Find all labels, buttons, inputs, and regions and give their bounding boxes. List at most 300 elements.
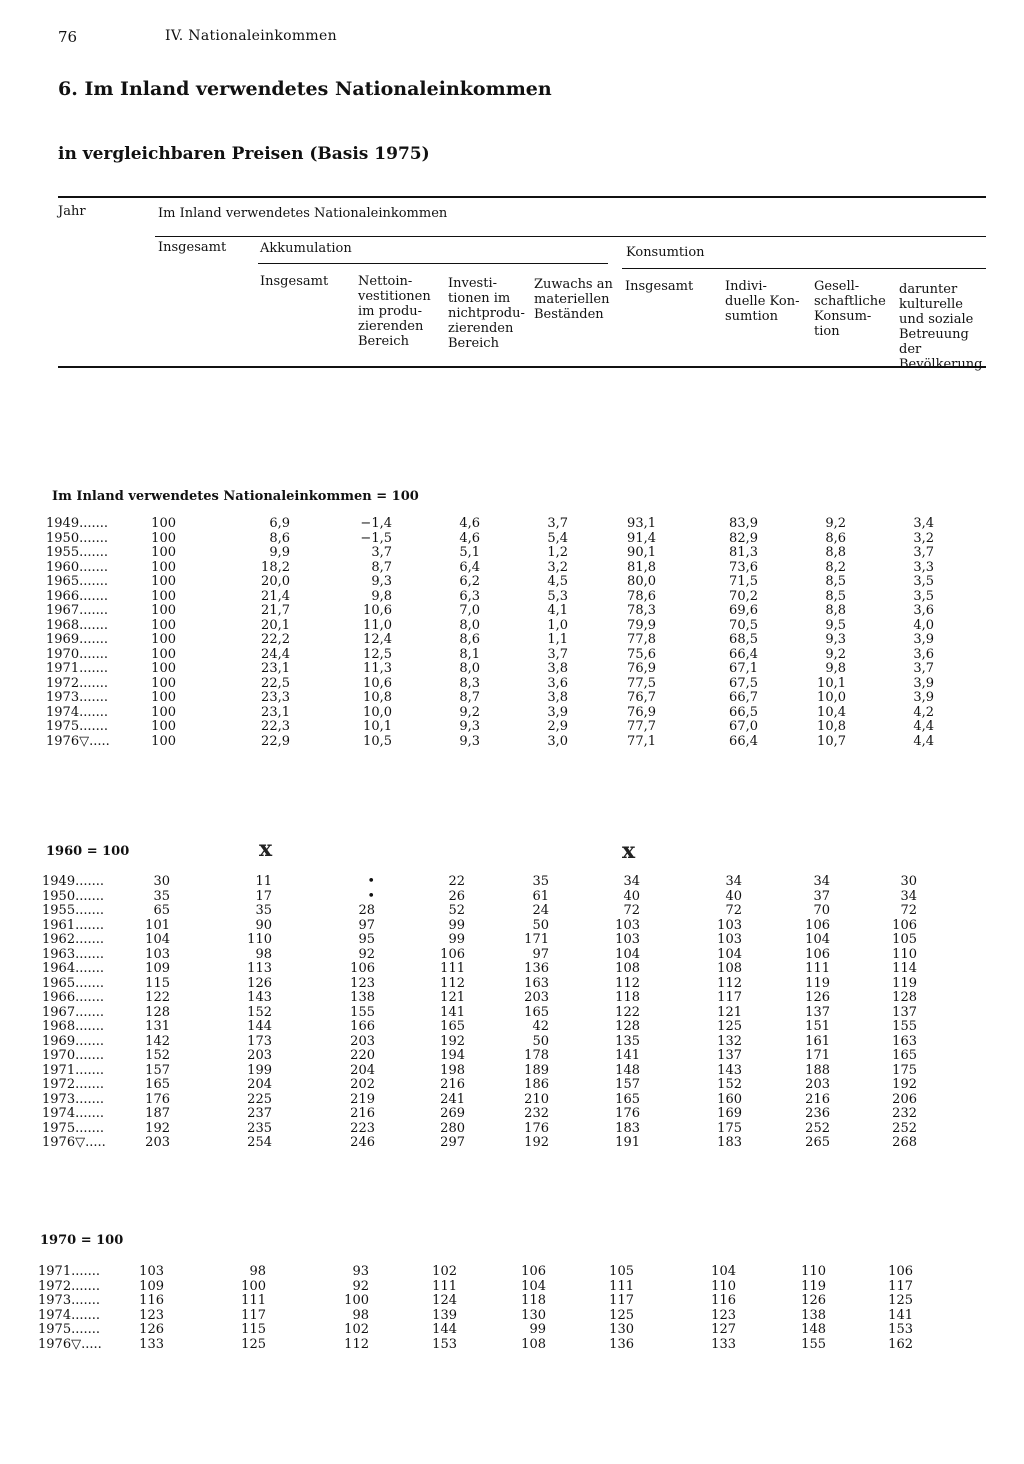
cell-gesellschaftliche: 110	[801, 1264, 826, 1279]
cell-zuwachs: 192	[524, 1135, 549, 1150]
cell-gesellschaftliche: 8,5	[825, 588, 846, 604]
table-row	[0, 719, 1024, 734]
cell-kulturelle: 3,3	[913, 559, 934, 575]
cell-year: 1967.......	[46, 603, 109, 618]
cell-kons-insgesamt: 79,9	[627, 617, 656, 633]
table-row	[0, 1279, 1024, 1294]
table-row	[0, 1019, 1024, 1034]
cell-individuelle: 104	[711, 1264, 736, 1279]
cell-investitionen: 111	[440, 961, 465, 976]
cell-individuelle: 82,9	[729, 530, 758, 546]
cell-zuwachs: 1,2	[547, 545, 568, 560]
table-row	[0, 932, 1024, 947]
cell-kons-insgesamt: 117	[609, 1293, 634, 1308]
cell-investitionen: 8,3	[459, 675, 480, 691]
table-row	[0, 918, 1024, 933]
cell-individuelle: 34	[725, 874, 742, 889]
cell-gesellschaftliche: 10,4	[817, 704, 846, 720]
cell-total: 133	[139, 1336, 164, 1352]
cell-zuwachs: 1,1	[547, 632, 568, 647]
cell-individuelle: 103	[717, 932, 742, 947]
cell-kons-insgesamt: 80,0	[627, 574, 656, 589]
cell-akk-insgesamt: 6,9	[269, 516, 290, 531]
cell-individuelle: 71,5	[729, 574, 758, 589]
cell-zuwachs: 232	[524, 1106, 549, 1121]
cell-individuelle: 175	[717, 1120, 742, 1136]
cell-kulturelle: 155	[892, 1019, 917, 1034]
cell-nettoinvestitionen: 203	[350, 1033, 375, 1049]
table-row	[0, 632, 1024, 647]
cell-akk-insgesamt: 35	[255, 903, 272, 918]
cell-year: 1971.......	[38, 1264, 101, 1279]
cell-akk-insgesamt: 17	[255, 888, 272, 904]
header-col-kulturelle: darunter kulturelle und soziale Betreuung der Bevölkerung	[899, 282, 983, 372]
cell-nettoinvestitionen: 204	[350, 1062, 375, 1078]
cell-akk-insgesamt: 23,1	[261, 704, 290, 720]
cell-individuelle: 70,5	[729, 617, 758, 633]
cell-total: 103	[145, 946, 170, 962]
cell-total: 128	[145, 1004, 170, 1020]
cell-kons-insgesamt: 76,7	[627, 690, 656, 705]
header-jahr: Jahr	[58, 204, 86, 219]
cell-kulturelle: 105	[892, 932, 917, 947]
header-rule-level1	[155, 236, 986, 237]
table-row	[0, 589, 1024, 604]
cell-gesellschaftliche: 9,2	[825, 516, 846, 531]
cell-investitionen: 8,7	[459, 690, 480, 705]
cell-individuelle: 123	[711, 1307, 736, 1323]
cell-individuelle: 108	[717, 961, 742, 976]
cell-akk-insgesamt: 113	[247, 961, 272, 976]
cell-investitionen: 121	[440, 990, 465, 1005]
cell-investitionen: 124	[432, 1293, 457, 1308]
cell-gesellschaftliche: 252	[805, 1120, 830, 1136]
table-row	[0, 690, 1024, 705]
cell-individuelle: 127	[711, 1322, 736, 1337]
cell-zuwachs: 3,0	[547, 733, 568, 749]
cell-nettoinvestitionen: 98	[352, 1307, 369, 1323]
cell-gesellschaftliche: 138	[801, 1307, 826, 1323]
cell-kulturelle: 165	[892, 1048, 917, 1063]
table-row	[0, 1308, 1024, 1323]
cell-kulturelle: 3,7	[913, 661, 934, 676]
cell-nettoinvestitionen: 100	[344, 1293, 369, 1308]
table-row	[0, 1092, 1024, 1107]
cell-gesellschaftliche: 8,8	[825, 603, 846, 618]
cell-total: 152	[145, 1048, 170, 1063]
cell-nettoinvestitionen: 10,6	[363, 675, 392, 691]
cell-kulturelle: 3,7	[913, 545, 934, 560]
section-label-1970: 1970 = 100	[40, 1233, 124, 1248]
table-row	[0, 1034, 1024, 1049]
cell-year: 1962.......	[42, 932, 105, 947]
cell-gesellschaftliche: 70	[813, 903, 830, 918]
cell-kulturelle: 110	[892, 946, 917, 962]
header-rule-konsumtion	[622, 268, 986, 269]
cell-nettoinvestitionen: 93	[352, 1264, 369, 1279]
cell-gesellschaftliche: 148	[801, 1322, 826, 1337]
cell-akk-insgesamt: 204	[247, 1077, 272, 1092]
cell-kulturelle: 72	[900, 903, 917, 918]
cell-investitionen: 111	[432, 1278, 457, 1294]
cell-akk-insgesamt: 22,9	[261, 733, 290, 749]
cell-year: 1955.......	[42, 903, 105, 918]
cell-investitionen: 139	[432, 1307, 457, 1323]
cell-nettoinvestitionen: 102	[344, 1322, 369, 1337]
header-col-zuwachs: Zuwachs an materiellen Beständen	[534, 277, 613, 322]
cell-investitionen: 192	[440, 1033, 465, 1049]
cell-gesellschaftliche: 188	[805, 1062, 830, 1078]
cell-gesellschaftliche: 104	[805, 932, 830, 947]
cell-zuwachs: 97	[532, 946, 549, 962]
cell-investitionen: 9,3	[459, 733, 480, 749]
table-row	[0, 947, 1024, 962]
table-row	[0, 516, 1024, 531]
cell-year: 1950.......	[42, 888, 105, 904]
cell-zuwachs: 4,5	[547, 574, 568, 589]
cell-gesellschaftliche: 119	[801, 1278, 826, 1294]
table-row	[0, 1264, 1024, 1279]
cell-year: 1969.......	[46, 632, 109, 647]
cell-total: 109	[139, 1278, 164, 1294]
cell-zuwachs: 2,9	[547, 719, 568, 734]
cell-gesellschaftliche: 34	[813, 874, 830, 889]
cell-gesellschaftliche: 216	[805, 1091, 830, 1107]
cell-total: 165	[145, 1077, 170, 1092]
cell-akk-insgesamt: 237	[247, 1106, 272, 1121]
cell-investitionen: 106	[440, 946, 465, 962]
cell-total: 100	[151, 617, 176, 633]
cell-nettoinvestitionen: 216	[350, 1106, 375, 1121]
cell-year: 1967.......	[42, 1004, 105, 1020]
cell-year: 1969.......	[42, 1033, 105, 1049]
cell-kulturelle: 34	[900, 888, 917, 904]
cell-kons-insgesamt: 165	[615, 1091, 640, 1107]
cell-total: 101	[145, 917, 170, 933]
cell-kulturelle: 153	[888, 1322, 913, 1337]
cell-nettoinvestitionen: 106	[350, 961, 375, 976]
cell-akk-insgesamt: 11	[255, 874, 272, 889]
cell-gesellschaftliche: 265	[805, 1135, 830, 1150]
cell-year: 1970.......	[42, 1048, 105, 1063]
table-row	[0, 618, 1024, 633]
cell-total: 100	[151, 690, 176, 705]
cell-year: 1972.......	[38, 1278, 101, 1294]
cell-year: 1949.......	[46, 516, 109, 531]
cell-nettoinvestitionen: 10,0	[363, 704, 392, 720]
table-row	[0, 1293, 1024, 1308]
cell-individuelle: 67,0	[729, 719, 758, 734]
cell-zuwachs: 3,2	[547, 559, 568, 575]
cell-akk-insgesamt: 23,3	[261, 690, 290, 705]
cell-akk-insgesamt: 8,6	[269, 530, 290, 546]
cell-nettoinvestitionen: 219	[350, 1091, 375, 1107]
cell-gesellschaftliche: 10,0	[817, 690, 846, 705]
table-title: 6. Im Inland verwendetes Nationaleinkommen	[58, 78, 552, 100]
cell-gesellschaftliche: 106	[805, 917, 830, 933]
cell-kulturelle: 119	[892, 975, 917, 991]
cell-investitionen: 7,0	[459, 603, 480, 618]
cell-individuelle: 116	[711, 1293, 736, 1308]
cell-nettoinvestitionen: 11,0	[363, 617, 392, 633]
table-row	[0, 1322, 1024, 1337]
cell-zuwachs: 210	[524, 1091, 549, 1107]
cell-year: 1965.......	[46, 574, 109, 589]
cell-gesellschaftliche: 8,2	[825, 559, 846, 575]
cell-zuwachs: 165	[524, 1004, 549, 1020]
table-row	[0, 961, 1024, 976]
cell-kons-insgesamt: 78,3	[627, 603, 656, 618]
header-col-kons-insgesamt: Insgesamt	[625, 279, 694, 294]
cell-zuwachs: 104	[521, 1278, 546, 1294]
cell-kulturelle: 106	[888, 1264, 913, 1279]
cell-individuelle: 160	[717, 1091, 742, 1107]
cell-gesellschaftliche: 155	[801, 1336, 826, 1352]
cell-kulturelle: 192	[892, 1077, 917, 1092]
cell-zuwachs: 178	[524, 1048, 549, 1063]
cell-nettoinvestitionen: •	[367, 874, 375, 889]
cell-total: 157	[145, 1062, 170, 1078]
page-number: 76	[58, 28, 78, 46]
cell-nettoinvestitionen: 10,1	[363, 719, 392, 734]
header-akkumulation: Akkumulation	[260, 241, 352, 256]
cell-nettoinvestitionen: •	[367, 888, 375, 904]
cell-gesellschaftliche: 9,2	[825, 646, 846, 662]
cell-kons-insgesamt: 76,9	[627, 704, 656, 720]
cell-kons-insgesamt: 130	[609, 1322, 634, 1337]
cell-individuelle: 132	[717, 1033, 742, 1049]
cell-investitionen: 6,4	[459, 559, 480, 575]
cell-akk-insgesamt: 9,9	[269, 545, 290, 560]
cell-kulturelle: 3,2	[913, 530, 934, 546]
cell-kulturelle: 163	[892, 1033, 917, 1049]
cell-zuwachs: 42	[532, 1019, 549, 1034]
cell-akk-insgesamt: 225	[247, 1091, 272, 1107]
cell-total: 100	[151, 719, 176, 734]
cell-gesellschaftliche: 236	[805, 1106, 830, 1121]
cell-individuelle: 72	[725, 903, 742, 918]
cell-investitionen: 6,3	[459, 588, 480, 604]
cell-investitionen: 102	[432, 1264, 457, 1279]
cell-kons-insgesamt: 40	[623, 888, 640, 904]
cell-year: 1960.......	[46, 559, 109, 575]
table-row	[0, 990, 1024, 1005]
cell-nettoinvestitionen: 112	[344, 1336, 369, 1352]
header-col-gesellschaftliche: Gesell- schaftliche Konsum- tion	[814, 279, 886, 339]
cell-investitionen: 153	[432, 1336, 457, 1352]
cell-akk-insgesamt: 22,2	[261, 632, 290, 647]
cell-gesellschaftliche: 9,3	[825, 632, 846, 647]
cell-year: 1966.......	[42, 990, 105, 1005]
cell-investitionen: 280	[440, 1120, 465, 1136]
cell-total: 103	[139, 1264, 164, 1279]
cell-kulturelle: 3,5	[913, 588, 934, 604]
cell-kulturelle: 4,0	[913, 617, 934, 633]
cell-total: 100	[151, 661, 176, 676]
table-row	[0, 603, 1024, 618]
cell-akk-insgesamt: 22,3	[261, 719, 290, 734]
cell-investitionen: 194	[440, 1048, 465, 1063]
cell-total: 100	[151, 603, 176, 618]
cell-gesellschaftliche: 203	[805, 1077, 830, 1092]
cell-investitionen: 297	[440, 1135, 465, 1150]
cell-total: 176	[145, 1091, 170, 1107]
cell-akk-insgesamt: 117	[241, 1307, 266, 1323]
cell-total: 100	[151, 530, 176, 546]
cell-akk-insgesamt: 21,4	[261, 588, 290, 604]
cell-investitionen: 6,2	[459, 574, 480, 589]
cell-year: 1971.......	[42, 1062, 105, 1078]
cell-investitionen: 141	[440, 1004, 465, 1020]
cell-kons-insgesamt: 77,7	[627, 719, 656, 734]
cell-zuwachs: 50	[532, 917, 549, 933]
cell-individuelle: 133	[711, 1336, 736, 1352]
cell-kons-insgesamt: 77,1	[627, 733, 656, 749]
cell-kons-insgesamt: 191	[615, 1135, 640, 1150]
cell-total: 100	[151, 675, 176, 691]
cell-year: 1975.......	[46, 719, 109, 734]
cell-year: 1970.......	[46, 646, 109, 662]
cell-kons-insgesamt: 136	[609, 1336, 634, 1352]
cell-year: 1973.......	[38, 1293, 101, 1308]
cell-year: 1974.......	[42, 1106, 105, 1121]
cell-kons-insgesamt: 176	[615, 1106, 640, 1121]
table-row	[0, 676, 1024, 691]
cell-total: 30	[153, 874, 170, 889]
cell-kons-insgesamt: 103	[615, 917, 640, 933]
cell-akk-insgesamt: 110	[247, 932, 272, 947]
table-row	[0, 1005, 1024, 1020]
cell-zuwachs: 5,3	[547, 588, 568, 604]
cell-akk-insgesamt: 23,1	[261, 661, 290, 676]
cell-total: 100	[151, 733, 176, 749]
cell-zuwachs: 24	[532, 903, 549, 918]
cell-kons-insgesamt: 72	[623, 903, 640, 918]
cell-total: 100	[151, 574, 176, 589]
section-label-share: Im Inland verwendetes Nationaleinkommen = 100	[52, 489, 419, 504]
cell-kulturelle: 117	[888, 1278, 913, 1294]
cell-investitionen: 241	[440, 1091, 465, 1107]
cell-akk-insgesamt: 125	[241, 1336, 266, 1352]
cell-investitionen: 8,0	[459, 617, 480, 633]
cell-akk-insgesamt: 143	[247, 990, 272, 1005]
cell-akk-insgesamt: 24,4	[261, 646, 290, 662]
cell-year: 1963.......	[42, 946, 105, 962]
cell-zuwachs: 189	[524, 1062, 549, 1078]
cross-mark-akkumulation: x	[259, 836, 273, 862]
cell-nettoinvestitionen: 10,8	[363, 690, 392, 705]
cell-zuwachs: 108	[521, 1336, 546, 1352]
cell-individuelle: 66,7	[729, 690, 758, 705]
cell-akk-insgesamt: 126	[247, 975, 272, 991]
cell-kons-insgesamt: 111	[609, 1278, 634, 1294]
cell-individuelle: 110	[711, 1278, 736, 1294]
cell-individuelle: 143	[717, 1062, 742, 1078]
cell-total: 192	[145, 1120, 170, 1136]
cell-total: 100	[151, 516, 176, 531]
cell-gesellschaftliche: 151	[805, 1019, 830, 1034]
cell-investitionen: 4,6	[459, 530, 480, 546]
cell-investitionen: 22	[448, 874, 465, 889]
cell-investitionen: 165	[440, 1019, 465, 1034]
cell-year: 1965.......	[42, 975, 105, 991]
cell-gesellschaftliche: 106	[805, 946, 830, 962]
cell-zuwachs: 4,1	[547, 603, 568, 618]
header-col-individuelle: Indivi- duelle Kon- sumtion	[725, 279, 800, 324]
cell-investitionen: 8,6	[459, 632, 480, 647]
cell-akk-insgesamt: 203	[247, 1048, 272, 1063]
cell-kons-insgesamt: 93,1	[627, 516, 656, 531]
cell-kons-insgesamt: 128	[615, 1019, 640, 1034]
cell-zuwachs: 186	[524, 1077, 549, 1092]
cell-nettoinvestitionen: 10,6	[363, 603, 392, 618]
cross-mark-konsumtion: x	[622, 838, 636, 864]
cell-nettoinvestitionen: 220	[350, 1048, 375, 1063]
cell-total: 142	[145, 1033, 170, 1049]
header-konsumtion: Konsumtion	[626, 245, 705, 260]
cell-year: 1949.......	[42, 874, 105, 889]
cell-nettoinvestitionen: 9,3	[371, 574, 392, 589]
cell-individuelle: 137	[717, 1048, 742, 1063]
cell-zuwachs: 3,8	[547, 690, 568, 705]
cell-kulturelle: 3,9	[913, 632, 934, 647]
cell-nettoinvestitionen: 246	[350, 1135, 375, 1150]
table-row	[0, 545, 1024, 560]
table-row	[0, 647, 1024, 662]
cell-individuelle: 83,9	[729, 516, 758, 531]
table-row	[0, 1063, 1024, 1078]
cell-gesellschaftliche: 8,8	[825, 545, 846, 560]
cell-kons-insgesamt: 118	[615, 990, 640, 1005]
cell-year: 1950.......	[46, 530, 109, 546]
cell-akk-insgesamt: 111	[241, 1293, 266, 1308]
cell-nettoinvestitionen: 9,8	[371, 588, 392, 604]
cell-gesellschaftliche: 8,6	[825, 530, 846, 546]
cell-individuelle: 69,6	[729, 603, 758, 618]
cell-individuelle: 73,6	[729, 559, 758, 575]
cell-kulturelle: 137	[892, 1004, 917, 1020]
cell-nettoinvestitionen: 166	[350, 1019, 375, 1034]
cell-year: 1973.......	[46, 690, 109, 705]
cell-kons-insgesamt: 135	[615, 1033, 640, 1049]
cell-year: 1971.......	[46, 661, 109, 676]
cell-akk-insgesamt: 98	[255, 946, 272, 962]
cell-kulturelle: 4,4	[913, 719, 934, 734]
cell-gesellschaftliche: 126	[801, 1293, 826, 1308]
cell-total: 131	[145, 1019, 170, 1034]
header-insgesamt: Insgesamt	[158, 240, 227, 255]
cell-zuwachs: 61	[532, 888, 549, 904]
cell-zuwachs: 118	[521, 1293, 546, 1308]
cell-kons-insgesamt: 77,8	[627, 632, 656, 647]
cell-investitionen: 198	[440, 1062, 465, 1078]
cell-kons-insgesamt: 122	[615, 1004, 640, 1020]
cell-gesellschaftliche: 9,5	[825, 617, 846, 633]
cell-individuelle: 67,5	[729, 675, 758, 691]
cell-kulturelle: 128	[892, 990, 917, 1005]
cell-nettoinvestitionen: 97	[358, 917, 375, 933]
cell-nettoinvestitionen: 11,3	[363, 661, 392, 676]
cell-kulturelle: 232	[892, 1106, 917, 1121]
cell-gesellschaftliche: 119	[805, 975, 830, 991]
cell-nettoinvestitionen: 12,4	[363, 632, 392, 647]
cell-akk-insgesamt: 173	[247, 1033, 272, 1049]
cell-kulturelle: 3,5	[913, 574, 934, 589]
cell-year: 1975.......	[42, 1120, 105, 1136]
cell-kulturelle: 175	[892, 1062, 917, 1078]
cell-kons-insgesamt: 104	[615, 946, 640, 962]
table-row	[0, 574, 1024, 589]
